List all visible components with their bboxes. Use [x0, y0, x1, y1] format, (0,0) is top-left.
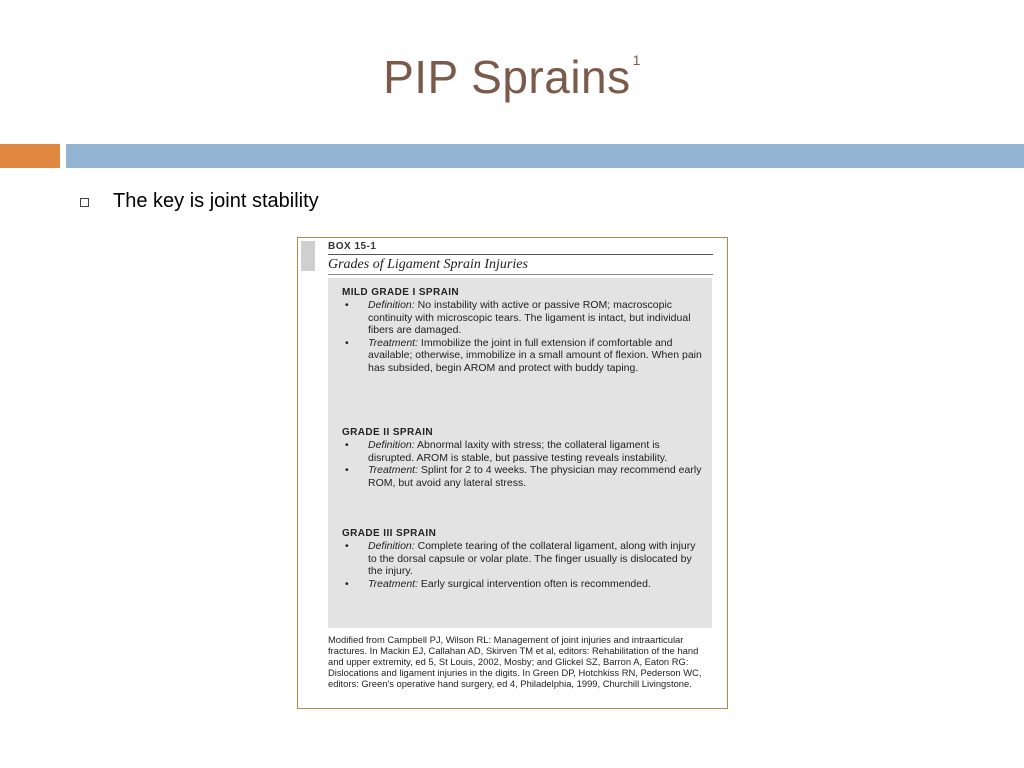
item-text: Immobilize the joint in full extension if comfortable and available; otherwise, immobilize in a small amount of flexion. When pain has subsided, begin AROM and protect with buddy taping. [368, 336, 702, 374]
item-text: Abnormal laxity with stress; the collateral ligament is disrupted. AROM is stable, but passive testing reveals instability. [368, 439, 668, 464]
list-item [342, 540, 702, 578]
list-item [342, 299, 702, 337]
item-text: Early surgical intervention often is recommended. [420, 577, 651, 590]
box-side-tab [301, 241, 315, 271]
section-heading: GRADE II SPRAIN [342, 427, 434, 438]
item-text: No instability with active or passive ROM; macroscopic continuity with microscopic tears. The ligament is intact, but individual fibers are damaged. [368, 299, 691, 337]
item-term: Treatment: [368, 577, 418, 590]
title-footnote-marker: 1 [632, 52, 641, 68]
divider [328, 254, 713, 255]
list-item [342, 578, 702, 591]
divider [328, 274, 713, 275]
section-grade-2 [342, 427, 702, 489]
item-text: Splint for 2 to 4 weeks. The physician may recommend early ROM, but avoid any lateral stress. [368, 464, 702, 489]
slide-title [0, 50, 1024, 104]
section-heading: MILD GRADE I SPRAIN [342, 287, 460, 298]
box-label: BOX 15-1 [328, 241, 377, 252]
section-grade-3 [342, 528, 702, 590]
section-grade-1 [342, 287, 702, 375]
accent-bar-blue [66, 144, 1024, 168]
item-text: Complete tearing of the collateral ligament, along with injury to the dorsal capsule or volar plate. The finger usually is dislocated by the injury. [368, 540, 696, 578]
list-item [342, 439, 702, 464]
item-term: Treatment: [368, 464, 418, 477]
list-item [342, 464, 702, 489]
bullet-text: The key is joint stability [113, 190, 319, 212]
list-item [342, 337, 702, 375]
bullet-dot-icon: • [345, 540, 349, 552]
bullet-dot-icon: • [345, 464, 349, 477]
bullet-dot-icon: • [345, 577, 349, 590]
item-term: Definition: [368, 439, 415, 451]
bullet-dot-icon: • [345, 299, 349, 311]
square-bullet-icon [80, 198, 89, 207]
sprain-grades-panel [328, 278, 712, 628]
sprain-box-figure [297, 237, 728, 709]
box-footnote: Modified from Campbell PJ, Wilson RL: Management of joint injuries and intraarticular fractures. In Mackin EJ, Callahan AD, Skirven TM et al, editors: Rehabilitation of the hand and upper extremity, ed 5, St Louis, 2002, Mosby; and Glickel SZ, Barron A, Eaton RG: Dislocations and ligament injuries in the digits. In Green DP, Hotchkiss RN, Pederson WC, editors: Green's operative hand surgery, ed 4, Philadelphia, 1999, Churchill Livingstone. [328, 634, 702, 689]
bullet-item [80, 190, 319, 213]
section-heading: GRADE III SPRAIN [342, 528, 437, 539]
item-term: Definition: [368, 299, 415, 311]
bullet-dot-icon: • [345, 439, 349, 451]
accent-bar-orange [0, 144, 60, 168]
bullet-dot-icon: • [345, 336, 349, 349]
box-title: Grades of Ligament Sprain Injuries [328, 257, 528, 272]
item-term: Treatment: [368, 336, 418, 349]
slide-title-text: PIP Sprains [383, 51, 631, 103]
item-term: Definition: [368, 540, 415, 552]
